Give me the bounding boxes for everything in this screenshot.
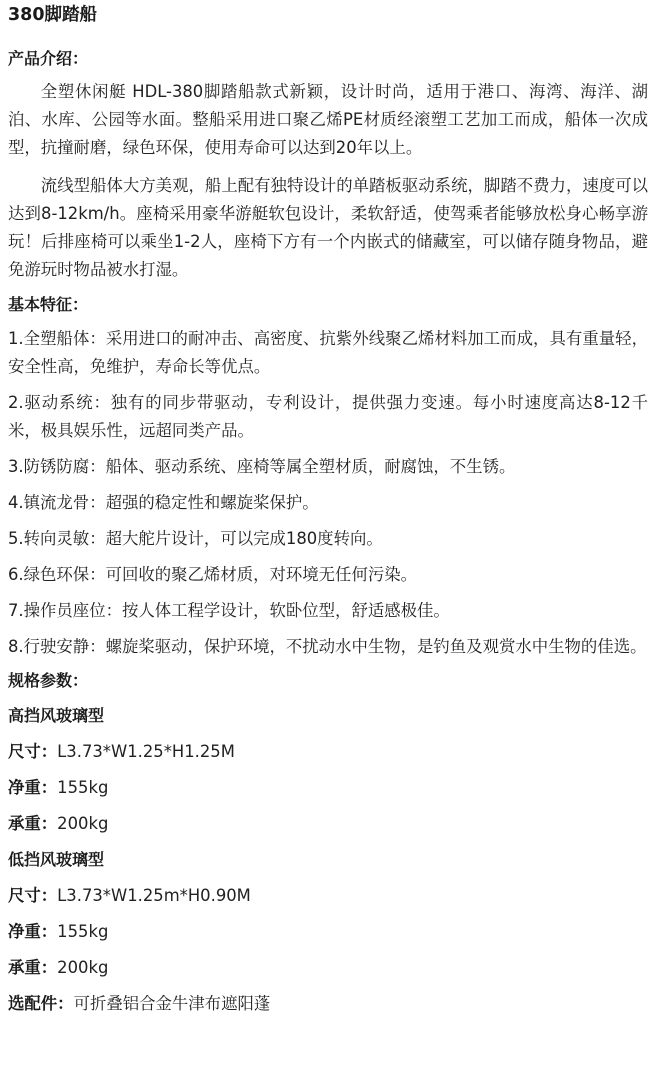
spec-load-label: 承重：: [8, 958, 58, 977]
specs-heading: 规格参数：: [8, 671, 89, 690]
spec-size-value: L3.73*W1.25*H1.25M: [57, 742, 235, 761]
page-title: 380脚踏船: [8, 5, 98, 25]
feature-item: 1.全塑船体：采用进口的耐冲击、高密度、抗紫外线聚乙烯材料加工而成，具有重量轻，安全性高，免维护，寿命长等优点。: [8, 329, 648, 376]
spec-load-low: [8, 956, 648, 980]
spec-size-low: [8, 884, 648, 908]
spec-load-high: [8, 812, 648, 836]
feature-item: 6.绿色环保：可回收的聚乙烯材质，对环境无任何污染。: [8, 565, 418, 584]
spec-model-low: 低挡风玻璃型: [8, 850, 105, 869]
spec-size-value: L3.73*W1.25m*H0.90M: [57, 886, 251, 905]
feature-item: 8.行驶安静：螺旋桨驱动，保护环境，不扰动水中生物，是钓鱼及观赏水中生物的佳选。: [8, 637, 647, 656]
spec-options-value: 可折叠铝合金牛津布遮阳蓬: [73, 994, 271, 1013]
feature-item: 7.操作员座位：按人体工程学设计，软卧位型，舒适感极佳。: [8, 601, 450, 620]
feature-item: 5.转向灵敏：超大舵片设计，可以完成180度转向。: [8, 529, 383, 548]
spec-net-weight-low: [8, 920, 648, 944]
spec-net-label: 净重：: [8, 922, 58, 941]
spec-load-label: 承重：: [8, 814, 58, 833]
spec-options-label: 选配件：: [8, 994, 74, 1013]
spec-size-high: [8, 740, 648, 764]
intro-paragraph: 全塑休闲艇 HDL-380脚踏船款式新颖，设计时尚，适用于港口、海湾、海洋、湖泊、水库、公园等水面。整船采用进口聚乙烯PE材质经滚塑工艺加工而成，船体一次成型，抗撞耐磨，绿色环保，使用寿命可以达到20年以上。: [8, 82, 648, 157]
feature-item: 3.防锈防腐：船体、驱动系统、座椅等属全塑材质，耐腐蚀，不生锈。: [8, 457, 516, 476]
spec-load-value: 200kg: [57, 958, 109, 977]
product-page: [0, 4, 656, 1016]
spec-size-label: 尺寸：: [8, 886, 58, 905]
spec-model-high: 高挡风玻璃型: [8, 706, 105, 725]
spec-net-value: 155kg: [57, 922, 109, 941]
features-heading: 基本特征：: [8, 295, 89, 314]
intro-paragraph: 流线型船体大方美观，船上配有独特设计的单踏板驱动系统，脚踏不费力，速度可以达到8-12km/h。座椅采用豪华游艇软包设计，柔软舒适，使驾乘者能够放松身心畅享游玩！后排座椅可以乘坐1-2人，座椅下方有一个内嵌式的储藏室，可以储存随身物品，避免游玩时物品被水打湿。: [8, 176, 648, 279]
spec-net-weight-high: [8, 776, 648, 800]
spec-options: [8, 992, 648, 1016]
feature-item: 4.镇流龙骨：超强的稳定性和螺旋桨保护。: [8, 493, 319, 512]
feature-item: 2.驱动系统：独有的同步带驱动，专利设计，提供强力变速。每小时速度高达8-12千米，极具娱乐性，远超同类产品。: [8, 393, 648, 440]
spec-load-value: 200kg: [57, 814, 109, 833]
spec-net-value: 155kg: [57, 778, 109, 797]
spec-size-label: 尺寸：: [8, 742, 58, 761]
intro-heading: 产品介绍：: [8, 49, 89, 68]
spec-net-label: 净重：: [8, 778, 58, 797]
